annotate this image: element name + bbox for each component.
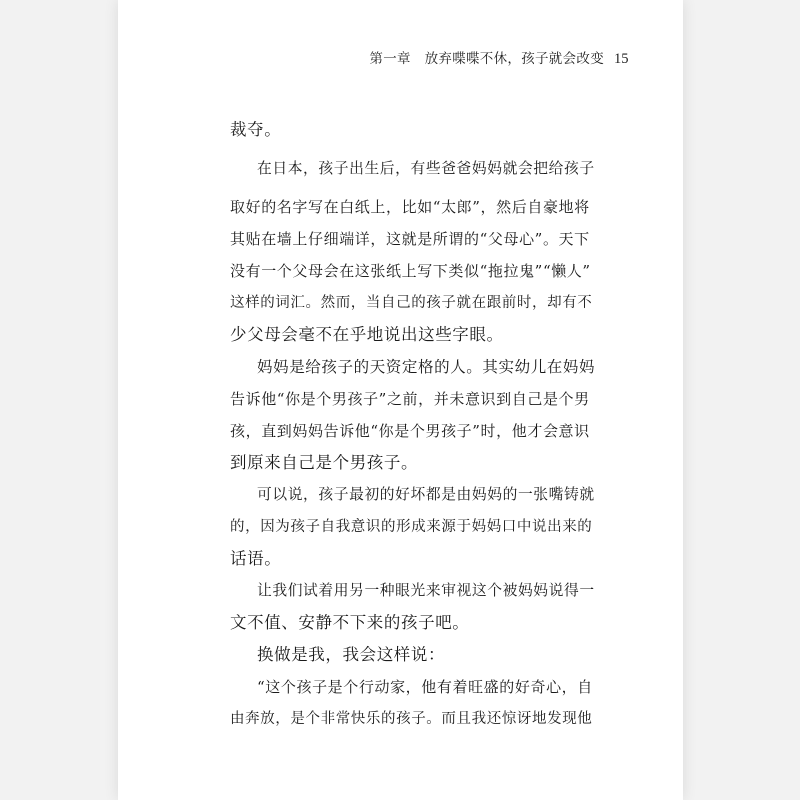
page-number: 15 (614, 51, 629, 67)
text-line: 话语。 (230, 549, 282, 568)
text-line: 少父母会毫不在乎地说出这些字眼。 (230, 325, 504, 344)
text-line: 的，因为孩子自我意识的形成来源于妈妈口中说出来的 (230, 519, 593, 535)
text-line: 到原来自己是个男孩子。 (230, 453, 419, 472)
book-page (118, 0, 683, 800)
text-line: 取好的名字写在白纸上，比如“太郎”，然后自豪地将 (230, 198, 590, 216)
text-line: 孩，直到妈妈告诉他“你是个男孩子”时，他才会意识 (230, 422, 590, 440)
text-line: 妈妈是给孩子的天资定格的人。其实幼儿在妈妈 (257, 358, 596, 376)
text-line: 告诉他“你是个男孩子”之前，并未意识到自己是个男 (230, 390, 590, 408)
text-line: 其贴在墙上仔细端详，这就是所谓的“父母心”。天下 (230, 230, 590, 248)
text-line: 没有一个父母会在这张纸上写下类似“拖拉鬼”“懒人” (230, 262, 591, 280)
text-line: 这样的词汇。然而，当自己的孩子就在跟前时，却有不 (230, 295, 593, 311)
text-line: 裁夺。 (230, 120, 282, 139)
body-text (118, 0, 683, 800)
text-line: 由奔放，是个非常快乐的孩子。而且我还惊讶地发现他 (230, 711, 593, 727)
text-line: 可以说，孩子最初的好坏都是由妈妈的一张嘴铸就 (257, 486, 595, 503)
text-line: “这个孩子是个行动家，他有着旺盛的好奇心，自 (257, 678, 593, 696)
text-line: 换做是我，我会这样说： (257, 645, 446, 664)
text-line: 文不值、安静不下来的孩子吧。 (230, 613, 470, 632)
chapter-title: 第一章 放弃喋喋不休，孩子就会改变 (369, 51, 604, 67)
text-line: 在日本，孩子出生后，有些爸爸妈妈就会把给孩子 (257, 160, 595, 177)
text-line: 让我们试着用另一种眼光来审视这个被妈妈说得一 (257, 582, 595, 599)
